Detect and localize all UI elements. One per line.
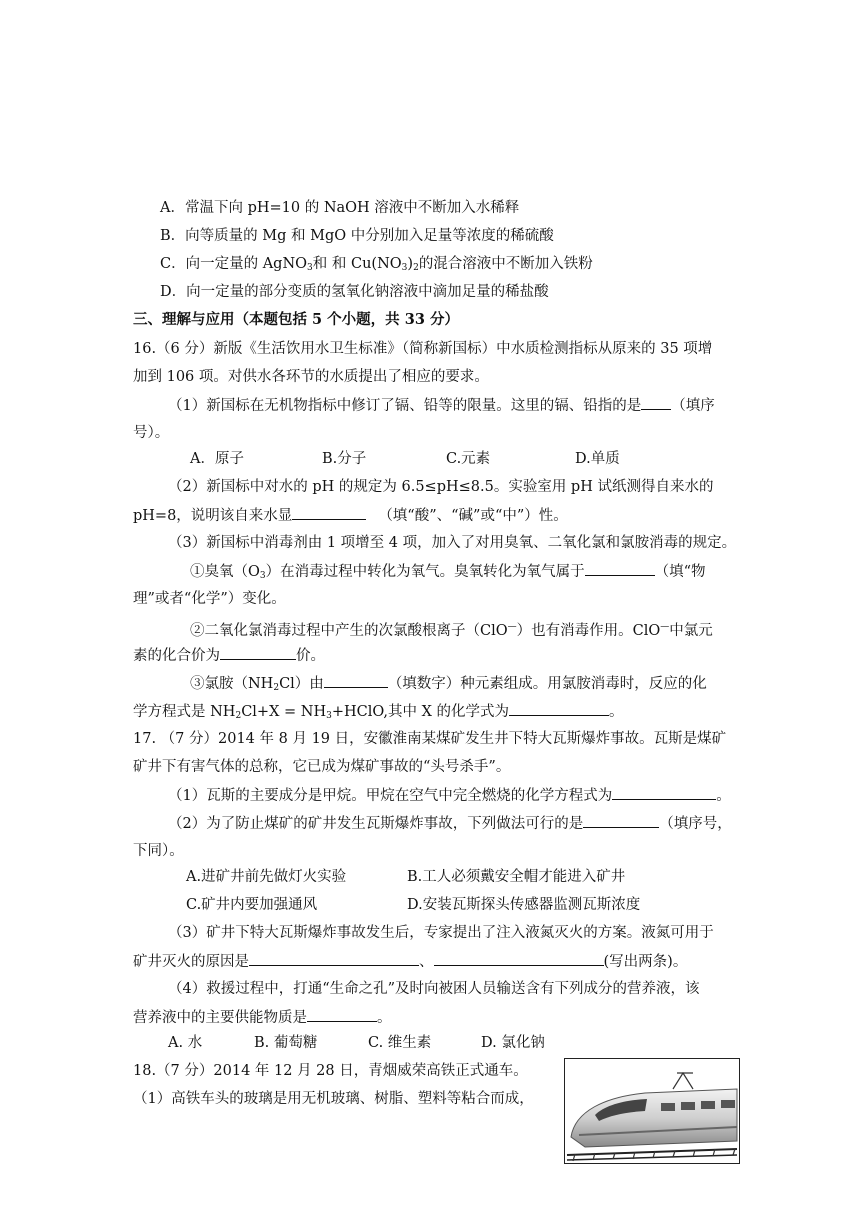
- q16-part2-line2: pH=8，说明该自来水显 （填“酸”、“碱”或“中”）性。: [133, 505, 568, 526]
- q15-option-b: B．向等质量的 Mg 和 MgO 中分别加入足量等浓度的稀硫酸: [160, 228, 554, 244]
- q16-p1-option-c: C.元素: [446, 451, 491, 467]
- q17-p4-option-d: D. 氯化钠: [481, 1035, 545, 1051]
- q16-part3b-line1: ②二氧化氯消毒过程中产生的次氯酸根离子（ClO—）也有消毒作用。ClO—中氯元: [190, 622, 713, 639]
- q17-part3-line1: （3）矿井下特大瓦斯爆炸事故发生后，专家提出了注入液氮灭火的方案。液氮可用于: [168, 925, 714, 941]
- q17-option-b: B.工人必须戴安全帽才能进入矿井: [407, 869, 626, 885]
- q15-option-c: C．向一定量的 AgNO$_3$和 和 $Cu(NO_3)_2$的混合溶液中不断加入铁粉: [160, 256, 593, 273]
- q17-stem-line1: 17. （7 分）2014 年 8 月 19 日，安徽淮南某煤矿发生井下特大瓦斯爆炸事故。瓦斯是煤矿: [133, 731, 727, 747]
- answer-blank[interactable]: [434, 951, 604, 966]
- q16-part1-line1: （1）新国标在无机物指标中修订了镉、铅等的限量。这里的镉、铅指的是 （填序: [168, 395, 715, 416]
- answer-blank[interactable]: [292, 505, 366, 520]
- high-speed-train-illustration: [565, 1059, 739, 1163]
- answer-blank[interactable]: [307, 1007, 377, 1022]
- q16-part3c-line1: ③氯胺$(NH_2Cl)$由 （填数字）种元素组成。用氯胺消毒时，反应的化: [190, 673, 707, 698]
- answer-blank[interactable]: [509, 701, 609, 716]
- q17-part2-line2: 下同）。: [133, 843, 184, 859]
- q18-stem: 18.（7 分）2014 年 12 月 28 日，青烟威荣高铁正式通车。: [133, 1063, 528, 1079]
- q17-p4-option-c: C. 维生素: [368, 1035, 432, 1051]
- section-3-title: 三、理解与应用（本题包括 5 个小题，共 33 分）: [133, 311, 459, 328]
- q17-part1: （1）瓦斯的主要成分是甲烷。甲烷在空气中完全燃烧的化学方程式为 。: [168, 785, 731, 806]
- q16-part1-line2: 号）。: [133, 425, 170, 441]
- q18-part1: （1）高铁车头的玻璃是用无机玻璃、树脂、塑料等粘合而成，: [133, 1091, 534, 1107]
- q17-option-c: C.矿井内要加强通风: [186, 897, 318, 913]
- q16-part3c-line2: 学方程式是 $NH_2Cl+X$ = $NH_3+HClO$,其中 X 的化学式为 。: [133, 701, 624, 726]
- answer-blank[interactable]: [641, 395, 671, 410]
- q17-part4-line1: （4）救援过程中，打通“生命之孔”及时向被困人员输送含有下列成分的营养液，该: [168, 981, 700, 997]
- q16-p1-option-a: A．原子: [190, 451, 244, 467]
- q17-part2-line1: （2）为了防止煤矿的矿井发生瓦斯爆炸事故，下列做法可行的是 （填序号，: [168, 813, 732, 834]
- answer-blank[interactable]: [324, 673, 388, 688]
- q17-stem-line2: 矿井下有害气体的总称，它已成为煤矿事故的“头号杀手”。: [133, 759, 511, 775]
- q16-part3-line1: （3）新国标中消毒剂由 1 项增至 4 项，加入了对用臭氧、二氧化氯和氯胺消毒的规定。: [168, 535, 737, 551]
- q15-option-d: D．向一定量的部分变质的氢氧化钠溶液中滴加足量的稀盐酸: [160, 284, 549, 300]
- q16-stem-line1: 16.（6 分）新版《生活饮用水卫生标准》（简称新国标）中水质检测指标从原来的 35 项增: [133, 341, 713, 357]
- q17-p4-option-a: A. 水: [168, 1035, 203, 1051]
- answer-blank[interactable]: [249, 951, 419, 966]
- q16-part3b-line2: 素的化合价为 价。: [133, 645, 325, 666]
- q17-part4-line2: 营养液中的主要供能物质是 。: [133, 1007, 392, 1028]
- q16-stem-line2: 加到 106 项。对供水各环节的水质提出了相应的要求。: [133, 369, 489, 385]
- q16-p1-option-b: B.分子: [322, 451, 367, 467]
- q16-part3a-line1: ①臭氧$(O_3)$在消毒过程中转化为氧气。臭氧转化为氧气属于 （填“物: [190, 561, 706, 586]
- q16-part2-line1: （2）新国标中对水的 pH 的规定为 6.5≤pH≤8.5。实验室用 pH 试纸测得自来水的: [168, 479, 714, 495]
- answer-blank[interactable]: [220, 645, 296, 660]
- train-image: [564, 1058, 740, 1164]
- q17-part3-line2: 矿井灭火的原因是 、 (写出两条)。: [133, 951, 687, 972]
- answer-blank[interactable]: [585, 561, 655, 576]
- q16-part3a-line2: 理”或者“化学”）变化。: [133, 591, 286, 607]
- q17-option-d: D.安装瓦斯探头传感器监测瓦斯浓度: [407, 897, 641, 913]
- answer-blank[interactable]: [583, 813, 659, 828]
- q17-p4-option-b: B. 葡萄糖: [254, 1035, 318, 1051]
- q15-option-a: A．常温下向 pH=10 的 NaOH 溶液中不断加入水稀释: [160, 200, 520, 216]
- answer-blank[interactable]: [612, 785, 716, 800]
- q17-option-a: A.进矿井前先做灯火实验: [186, 869, 347, 885]
- q16-p1-option-d: D.单质: [575, 451, 620, 467]
